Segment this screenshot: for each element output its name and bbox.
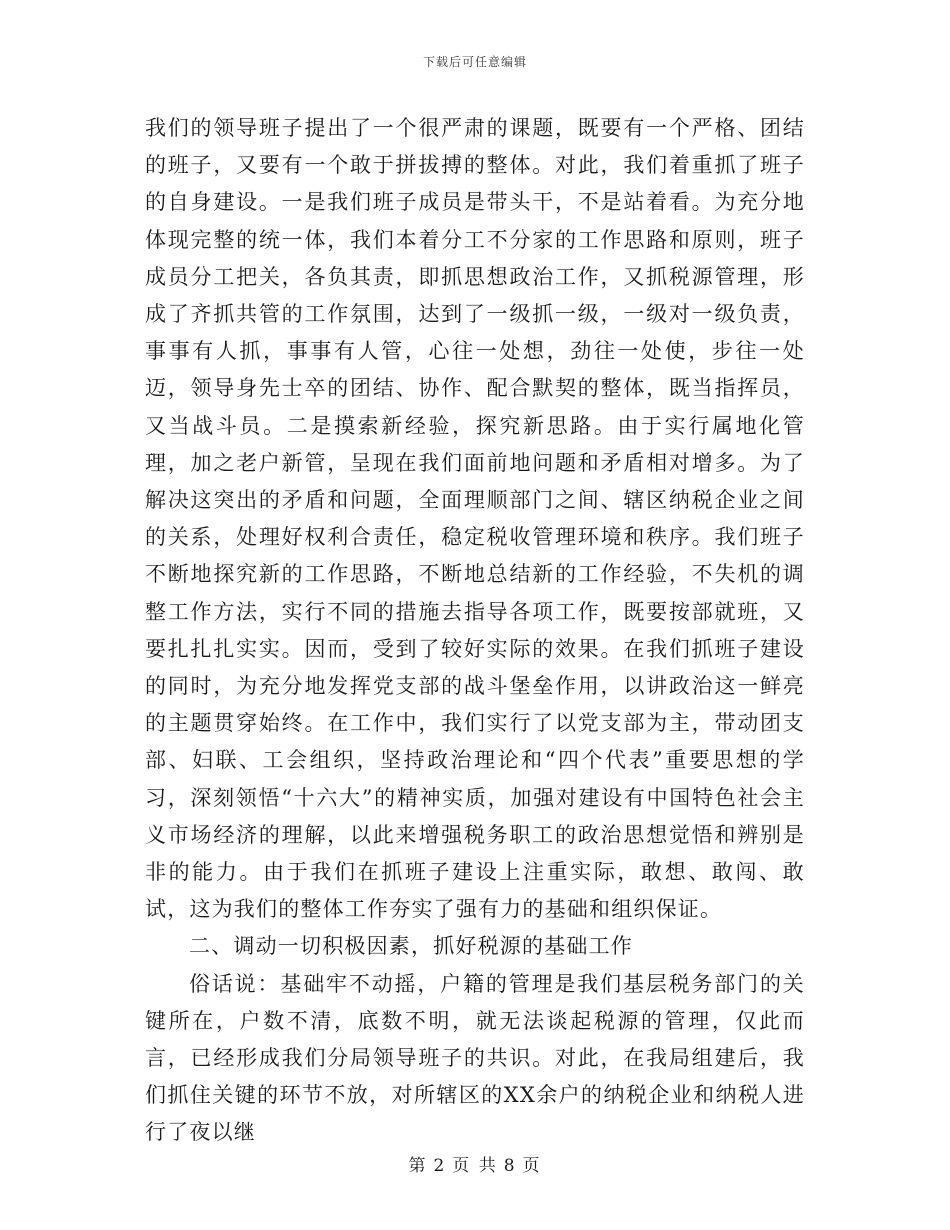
footer-prefix: 第 <box>408 1156 428 1176</box>
footer-middle: 页 共 <box>452 1156 498 1176</box>
page-footer <box>0 1151 950 1176</box>
paragraph-tax-source: 俗话说：基础牢不动摇，户籍的管理是我们基层税务部门的关键所在，户数不清，底数不明，就无法谈起税源的管理，仅此而言，已经形成我们分局领导班子的共识。对此，在我局组建后，我们抓住关键的环节不放，对所辖区的XX余户的纳税企业和纳税人进行了夜以继 <box>145 971 805 1145</box>
paragraph-leadership: 我们的领导班子提出了一个很严肃的课题，既要有一个严格、团结的班子，又要有一个敢于拼拔搏的整体。对此，我们着重抓了班子的自身建设。一是我们班子成员是带头干，不是站着看。为充分地体现完整的统一体，我们本着分工不分家的工作思路和原则，班子成员分工把关，各负其责，即抓思想政治工作，又抓税源管理，形成了齐抓共管的工作氛围，达到了一级抓一级，一级对一级负责，事事有人抓，事事有人管，心往一处想，劲往一处使，步往一处迈，领导身先士卒的团结、协作、配合默契的整体，既当指挥员，又当战斗员。二是摸索新经验，探究新思路。由于实行属地化管理，加之老户新管，呈现在我们面前地问题和矛盾相对增多。为了解决这突出的矛盾和问题，全面理顺部门之间、辖区纳税企业之间的关系，处理好权利合责任，稳定税收管理环境和秩序。我们班子不断地探究新的工作思路，不断地总结新的工作经验，不失机的调整工作方法，实行不同的措施去指导各项工作，既要按部就班，又要扎扎扎实实。因而，受到了较好实际的效果。在我们抓班子建设的同时，为充分地发挥党支部的战斗堡垒作用，以讲政治这一鲜亮的主题贯穿始终。在工作中，我们实行了以党支部为主，带动团支部、妇联、工会组织，坚持政治理论和“四个代表”重要思想的学习，深刻领悟“十六大”的精神实质，加强对建设有中国特色社会主义市场经济的理解，以此来增强税务职工的政治思想觉悟和辨别是非的能力。由于我们在抓班子建设上注重实际，敢想、敢闯、敢试，这为我们的整体工作夯实了强有力的基础和组织保证。 <box>145 116 805 922</box>
footer-suffix: 页 <box>522 1156 542 1176</box>
section-heading-two: 二、调动一切积极因素，抓好税源的基础工作 <box>189 934 633 959</box>
document-body <box>145 110 805 1152</box>
footer-current-page: 2 <box>433 1156 447 1176</box>
page-header: 下载后可任意编辑 <box>422 55 527 69</box>
footer-total-pages: 8 <box>503 1156 517 1176</box>
